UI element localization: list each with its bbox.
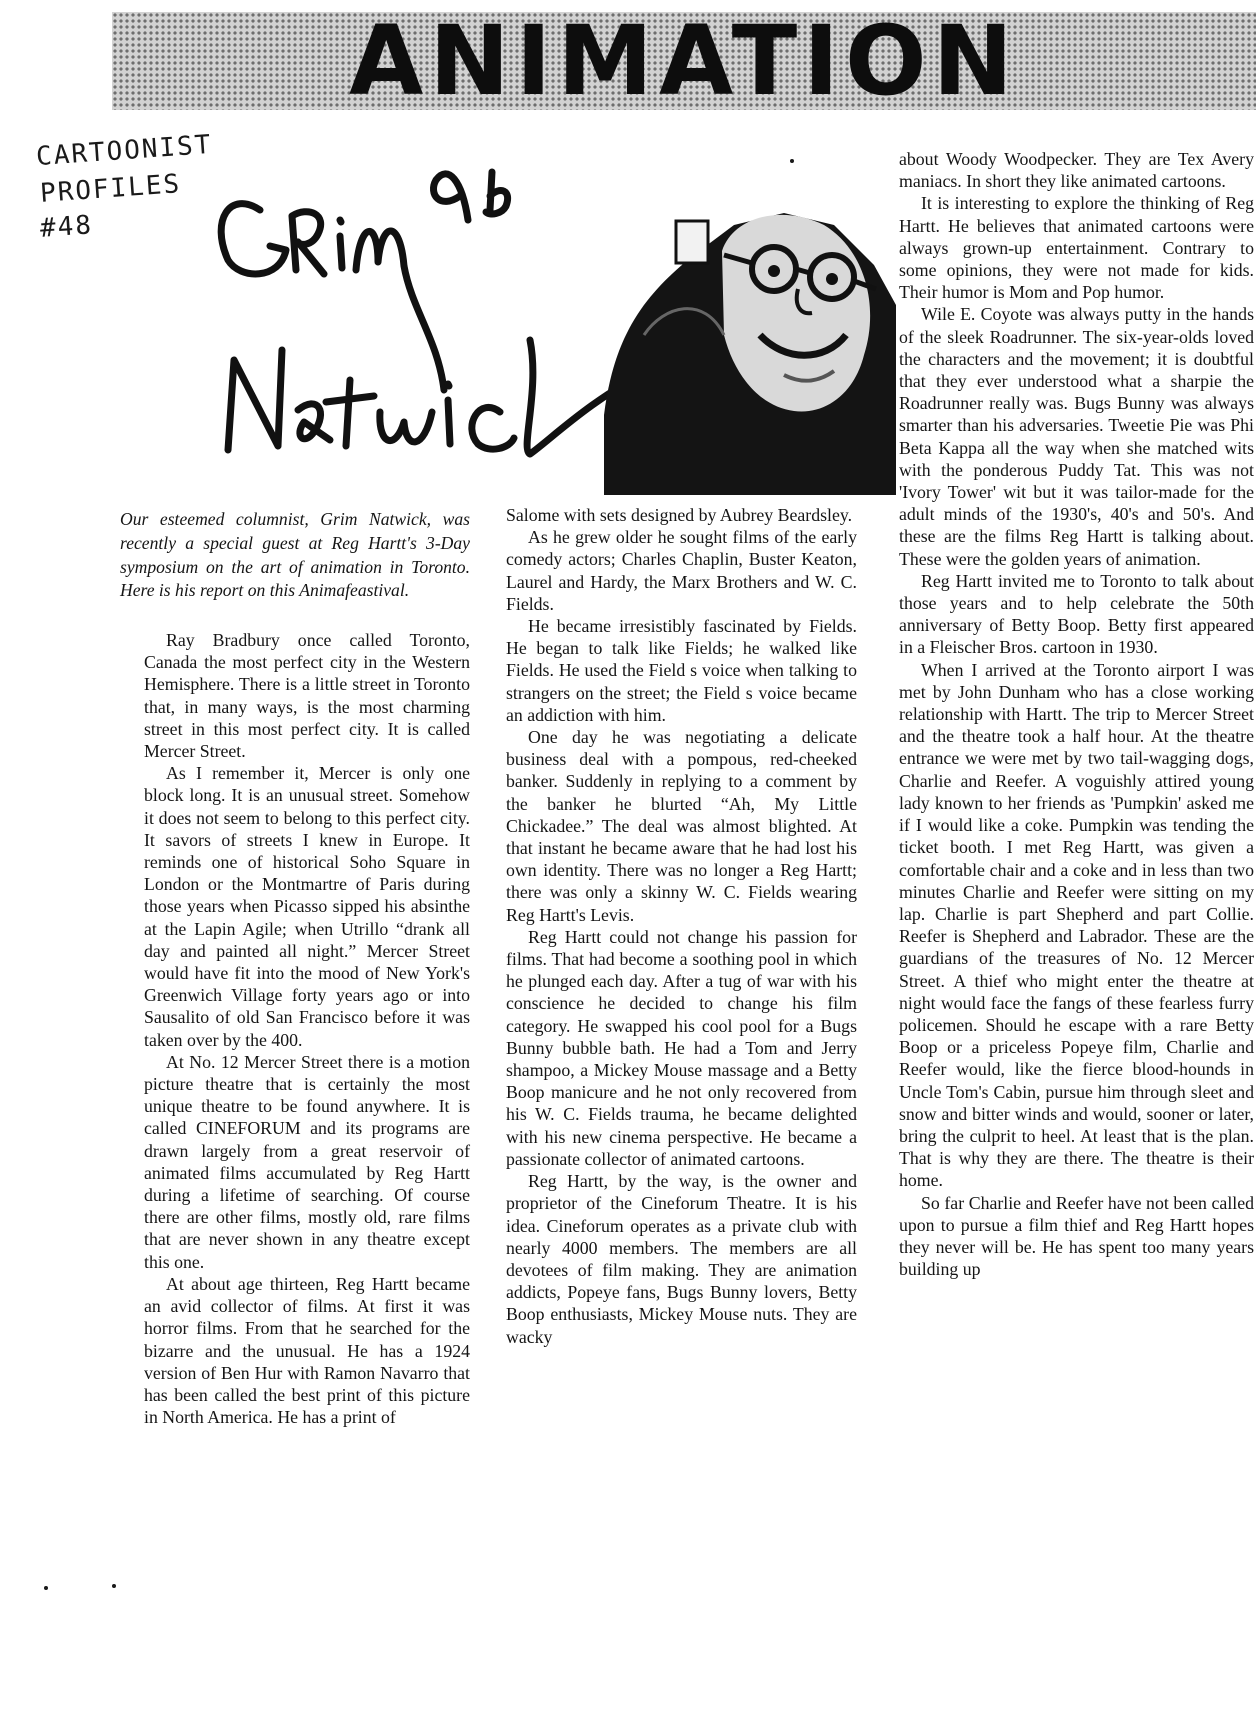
handwritten-line-2: PROFILES (39, 169, 183, 209)
column3-paragraph: So far Charlie and Reefer have not been called upon to pursue a film thief and Reg Hartt hopes they never will be. He has spent too many years building up (899, 1192, 1254, 1280)
column3-paragraph: It is interesting to explore the thinking of Reg Hartt. He believes that animated cartoons were always grown-up entertainment. Contrary to some opinions, they were not made for kids. Their humor is Mom and Pop humor. (899, 193, 1254, 303)
column1-paragraph: As I remember it, Mercer is only one block long. It is an unusual street. Somehow it does not seem to belong to this perfect city. It savors of streets I knew in Europe. It reminds one of historical Soho Square in London or the Montmartre of Paris during those years when Picasso sipped his absinthe at the Lapin Agile; when Utrillo “drank all day and painted all night.” Mercer Street would have fit into the mood of New York's Greenwich Village forty years ago or into Sausalito of old San Francisco before it was taken over by the 400. (144, 763, 470, 1050)
column2-paragraph: He became irresistibly fascinated by Fields. He began to talk like Fields; he walked like Fields. He used the Field s voice when talking to strangers on the street; the Field s voice became an addiction with him. (506, 616, 857, 725)
article-column-1 (144, 629, 470, 1428)
article-column-3 (899, 148, 1254, 1280)
masthead-title: ANIMATION (349, 5, 1019, 117)
scan-speck (790, 159, 794, 163)
article-column-2 (506, 504, 857, 1348)
column2-paragraph: Reg Hartt could not change his passion for films. That had become a soothing pool in which he plunged each day. After a tug of war with his conscience he decided to change his film category. He swapped his cool pool for a Bugs Bunny bubble bath. He had a Tom and Jerry shampoo, a Mickey Mouse massage and a Betty Boop manicure and he not only recovered from his W. C. Fields trauma, he became delighted with his new cinema perspective. He became a passionate collector of animated cartoons. (506, 926, 857, 1169)
column3-paragraph: When I arrived at the Toronto airport I was met by John Dunham who has a close working relationship with Hartt. The trip to Mercer Street and the theatre took a half hour. At the theatre entrance we were met by two tail-wagging dogs, Charlie and Reefer. A voguishly attired young lady known to her friends as 'Pumpkin' asked me if I would like a coke. Pumpkin was tending the ticket booth. I met Reg Hartt, was given a comfortable chair and a coke and in less than two minutes Charlie and Reefer were sitting on my lap. Charlie is part Shepherd and part Collie. Reefer is Shepherd and Labrador. These are the guardians of the treasures of No. 12 Mercer Street. A thief who might enter the theatre at night would face the fangs of these fearless furry policemen. Should he escape with a rare Betty Boop or a priceless Popeye film, Charlie and Reefer would, like the fierce blood-hounds in Uncle Tom's Cabin, pursue him through sleet and snow and bitter winds and would, sooner or later, bring the culprit to heel. At least that is the plan. That is why they are there. The theatre is their home. (899, 659, 1254, 1191)
masthead-banner (112, 5, 1256, 117)
column2-paragraph: As he grew older he sought films of the early comedy actors; Charles Chaplin, Buster Keaton, Laurel and Hardy, the Marx Brothers and W. C. Fields. (506, 527, 857, 614)
caricature-portrait (584, 185, 896, 495)
column3-paragraph: Wile E. Coyote was always putty in the hands of the sleek Roadrunner. The six-year-olds loved the characters and the movement; it is doubtful that they ever understood what a sharpie the Roadrunner really was. Bugs Bunny was always smarter than his adversaries. Tweetie Pie was Phi Beta Kappa all the way when she matched wits with the ponderous Puddy Tat. This was not 'Ivory Tower' wit but it was tailor-made for the adult minds of the 1930's, 40's and 50's. And these are the films Reg Hartt is talking about. These were the golden years of animation. (899, 304, 1254, 569)
scan-speck (112, 1584, 116, 1588)
column2-paragraph: One day he was negotiating a delicate business deal with a pompous, red-cheeked banker. Suddenly in replying to a comment by the banker he blurted “Ah, My Little Chickadee.” The deal was almost blighted. At that instant he became aware that he had lost his own identity. There was no longer a Reg Hartt; there was only a skinny W. C. Fields wearing Reg Hartt's Levis. (506, 727, 857, 925)
handwritten-line-3: #48 (39, 210, 94, 244)
column1-paragraph: At No. 12 Mercer Street there is a motion picture theatre that is certainly the most unique theatre to be found anywhere. It is called CINEFORUM and its programs are drawn largely from a great reservoir of animated films accumulated by Reg Hartt during a lifetime of searching. Of course there are other films, mostly old, rare films that are never shown in any theatre except this one. (144, 1051, 470, 1272)
column2-paragraph: Reg Hartt, by the way, is the owner and proprietor of the Cineforum Theatre. It is his idea. Cineforum operates as a private club with nearly 4000 members. The members are all devotees of film making. They are animation addicts, Popeye fans, Bugs Bunny lovers, Betty Boop enthusiasts, Mickey Mouse nuts. They are wacky (506, 1171, 857, 1347)
scan-speck (44, 1586, 48, 1590)
column3-paragraph: Reg Hartt invited me to Toronto to talk about those years and to help celebrate the 50th anniversary of Betty Boop. Betty first appeared in a Fleischer Bros. cartoon in 1930. (899, 570, 1254, 658)
column2-continuation: Salome with sets designed by Aubrey Beardsley. (506, 505, 853, 525)
handwritten-line-1: CARTOONIST (35, 129, 214, 173)
intro-paragraph: Our esteemed columnist, Grim Natwick, was recently a special guest at Reg Hartt's 3-Day symposium on the art of animation in Toronto. Here is his report on this Animafeastival. (120, 509, 470, 601)
column3-continuation: about Woody Woodpecker. They are Tex Avery maniacs. In short they like animated cartoons. (899, 149, 1254, 192)
column1-paragraph: At about age thirteen, Reg Hartt became an avid collector of films. At first it was horror films. From that he searched for the bizarre and the unusual. He has a 1924 version of Ben Hur with Ramon Navarro that has been called the best print of this picture in North America. He has a print of (144, 1273, 470, 1428)
column1-paragraph: Ray Bradbury once called Toronto, Canada the most perfect city in the Western Hemisphere. There is a little street in Toronto that, in many ways, is the most charming street in this most perfect city. It is called Mercer Street. (144, 630, 470, 762)
